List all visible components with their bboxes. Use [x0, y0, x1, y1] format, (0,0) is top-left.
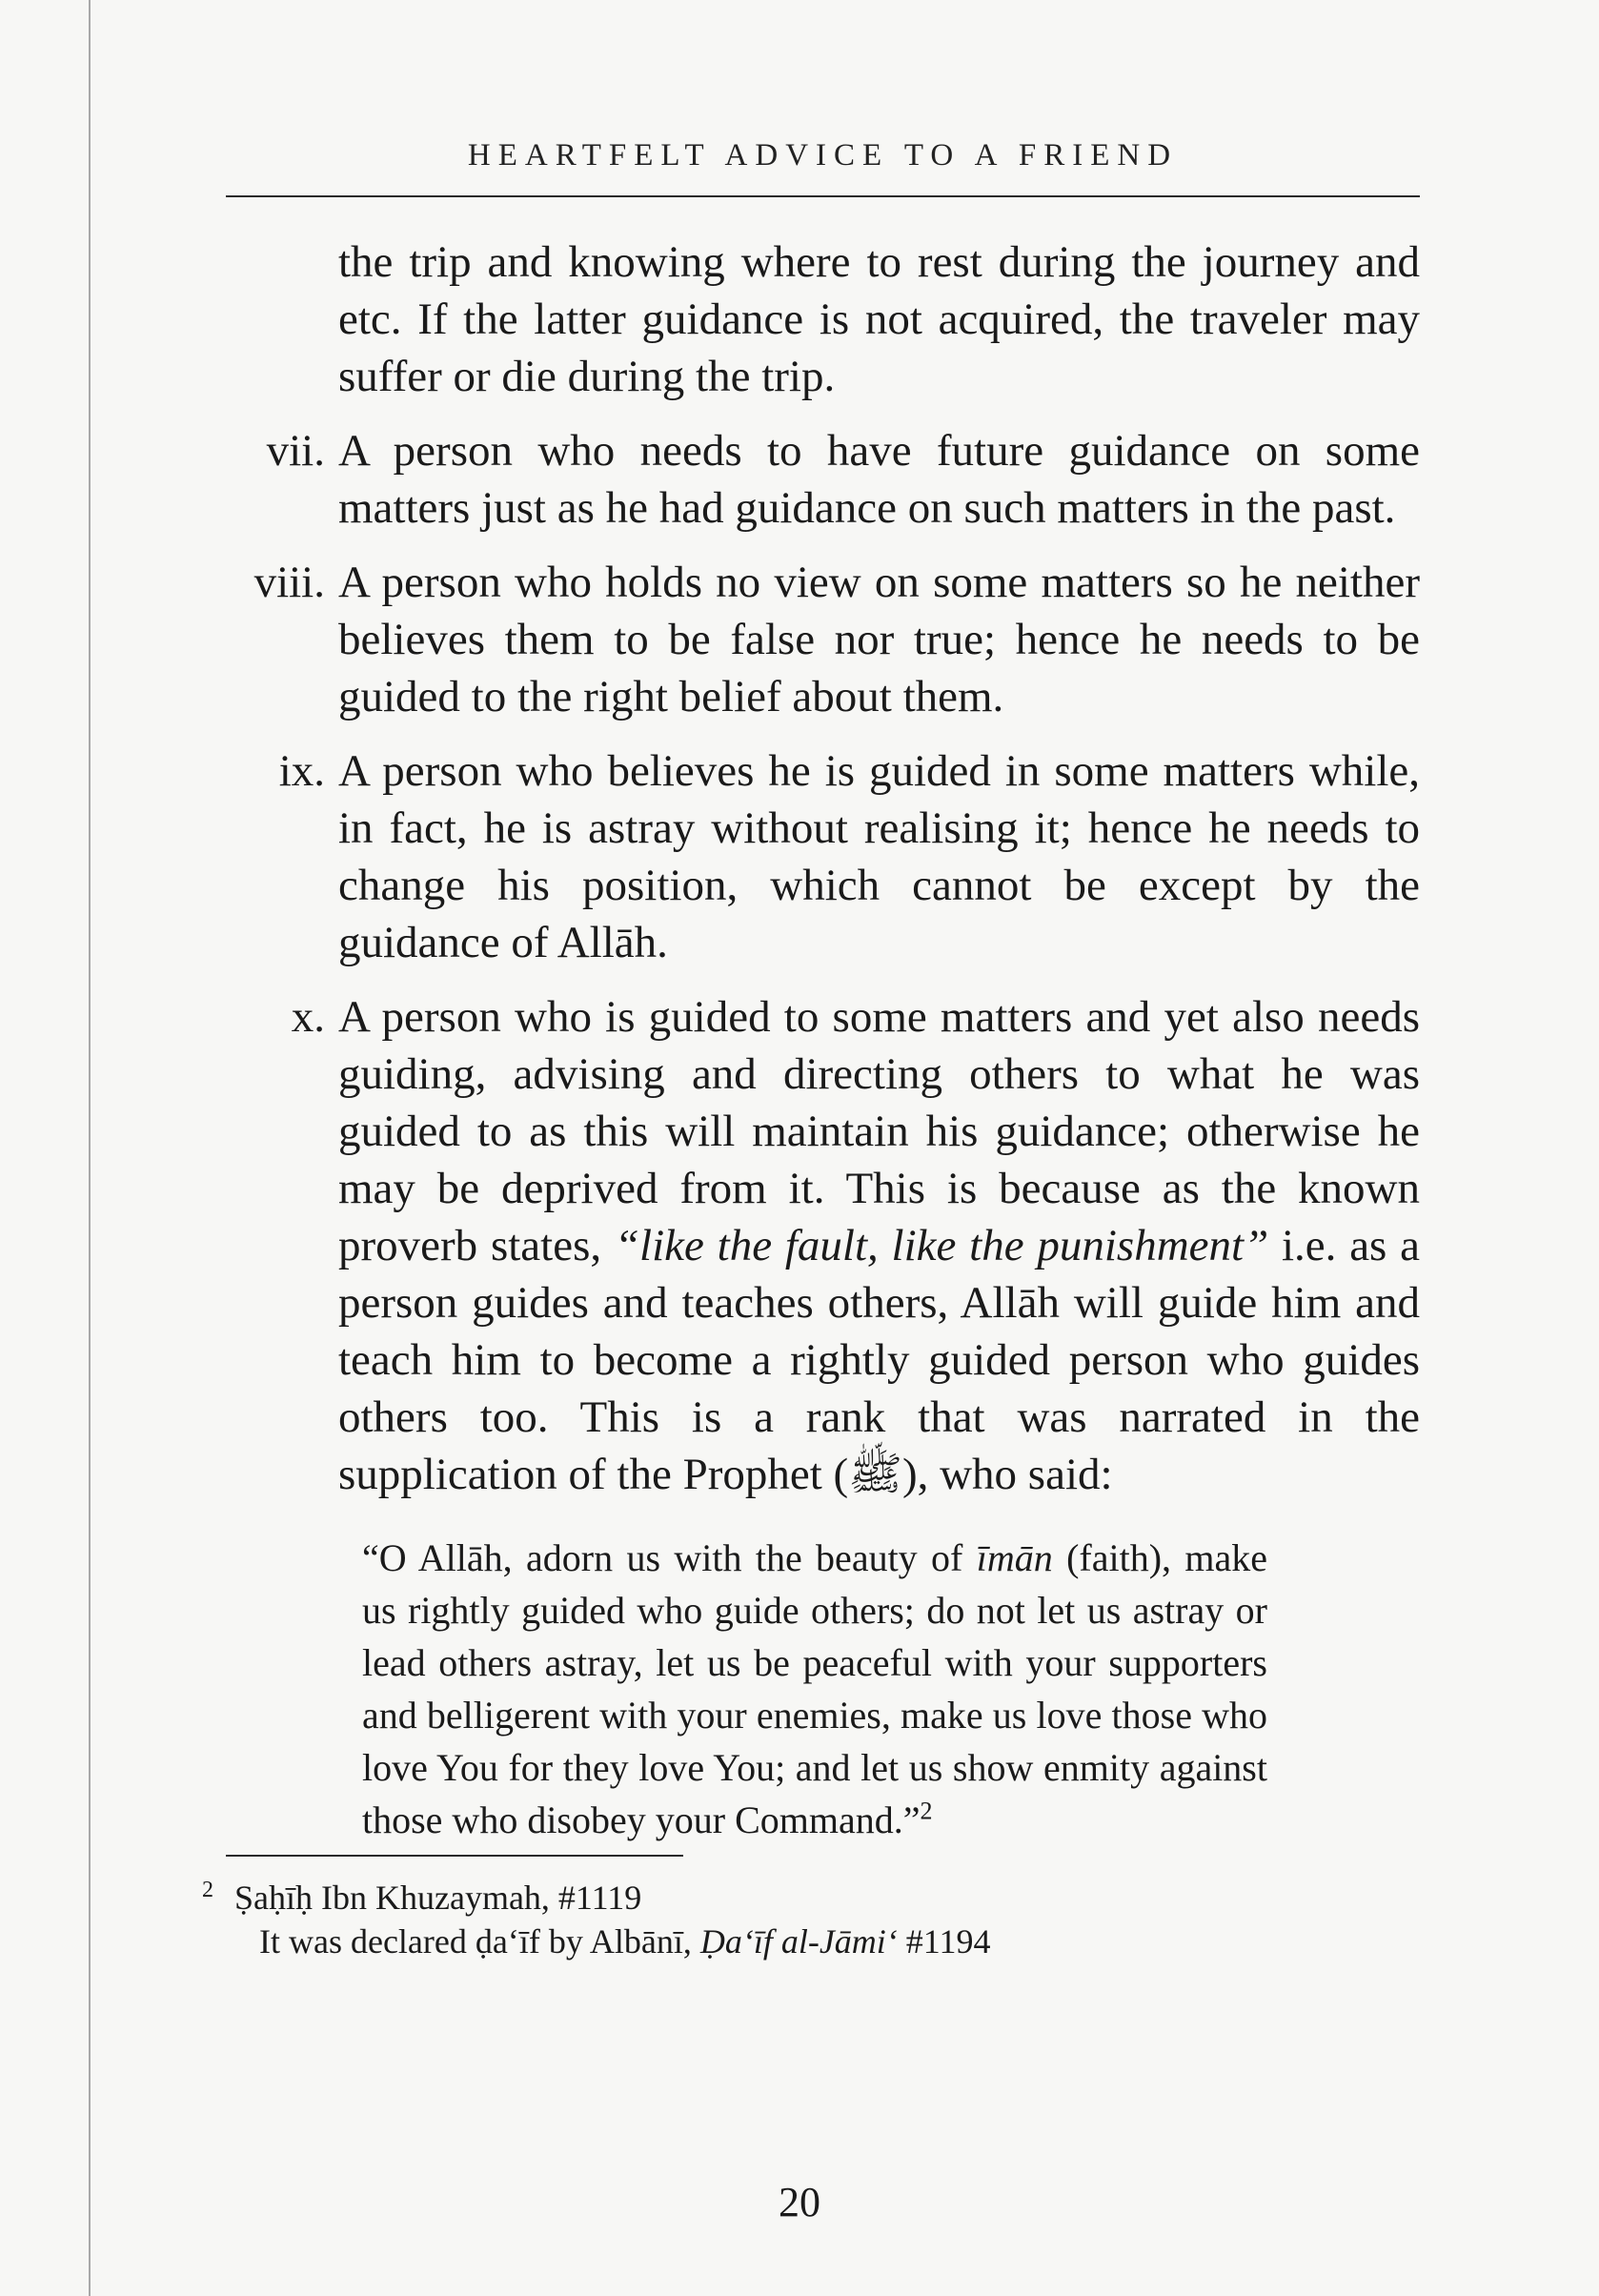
list-item	[238, 988, 1420, 1503]
list-item-text: A person who holds no view on some matters so he neither believes them to be false nor true; hence he needs to be guided to the right belief about them.	[338, 558, 1420, 721]
footnote-marker: 2	[202, 1878, 213, 1902]
footnote-line-2	[259, 1920, 1346, 1963]
footnote-reference: 2	[920, 1797, 933, 1825]
header-rule	[226, 195, 1420, 197]
footnote-line-1	[202, 1868, 1346, 1920]
proverb: “like the fault, like the punishment”	[614, 1221, 1269, 1270]
item-text-before: A person who is guided to some matters and yet also needs guiding, advising and directing others to what he was guided to as this will maintain his guidance; otherwise he may be deprived from it. This is because as the known proverb states,	[338, 992, 1420, 1270]
quote-before: “O Allāh, adorn us with the beauty of	[362, 1536, 977, 1579]
list-item	[238, 422, 1420, 537]
list-numeral: ix.	[278, 746, 325, 796]
list-item-text	[338, 988, 1420, 1503]
body-text	[238, 234, 1420, 1846]
footnote-book-title: Ḍa‘īf al-Jāmi‘	[699, 1922, 898, 1961]
list-item-text: A person who needs to have future guidance on some matters just as he had guidance on such matters in the past.	[338, 426, 1420, 533]
quote-term: īmān	[976, 1536, 1053, 1579]
item-text-after: i.e. as a person guides and teaches others, Allāh will guide him and teach him to become a rightly guided person who guides others too. This is a rank that was narrated in the supplication of the Prophet (ﷺ), who said:	[338, 1221, 1420, 1499]
list-numeral: vii.	[266, 426, 325, 476]
footnote-rule	[226, 1855, 683, 1857]
list-numeral: x.	[291, 992, 325, 1042]
page-number: 20	[779, 2179, 820, 2225]
continuation-paragraph: the trip and knowing where to rest during the journey and etc. If the latter guidance is not acquired, the traveler may suffer or die during the trip.	[338, 237, 1420, 401]
supplication-quote	[362, 1532, 1267, 1846]
list-item-text: A person who believes he is guided in some matters while, in fact, he is astray without realising it; hence he needs to change his position, which cannot be except by the guidance of Allāh.	[338, 746, 1420, 967]
list-numeral: viii.	[253, 558, 325, 607]
footnote-note-after: #1194	[897, 1922, 991, 1961]
list-item	[238, 742, 1420, 971]
footnote-note-before: It was declared ḍa‘īf by Albānī,	[259, 1922, 700, 1961]
binding-edge	[89, 0, 91, 2296]
running-head: HEARTFELT ADVICE TO A FRIEND	[467, 138, 1179, 173]
list-item	[238, 554, 1420, 725]
footnote-source: Ṣaḥīḥ Ibn Khuzaymah, #1119	[234, 1879, 642, 1917]
quote-after: (faith), make us rightly guided who guide others; do not let us astray or lead others astray, let us be peaceful with your supporters and belligerent with your enemies, make us love those who love You for they love You; and let us show enmity against those who disobey your Command.”	[362, 1536, 1267, 1841]
footnote	[202, 1868, 1346, 1963]
